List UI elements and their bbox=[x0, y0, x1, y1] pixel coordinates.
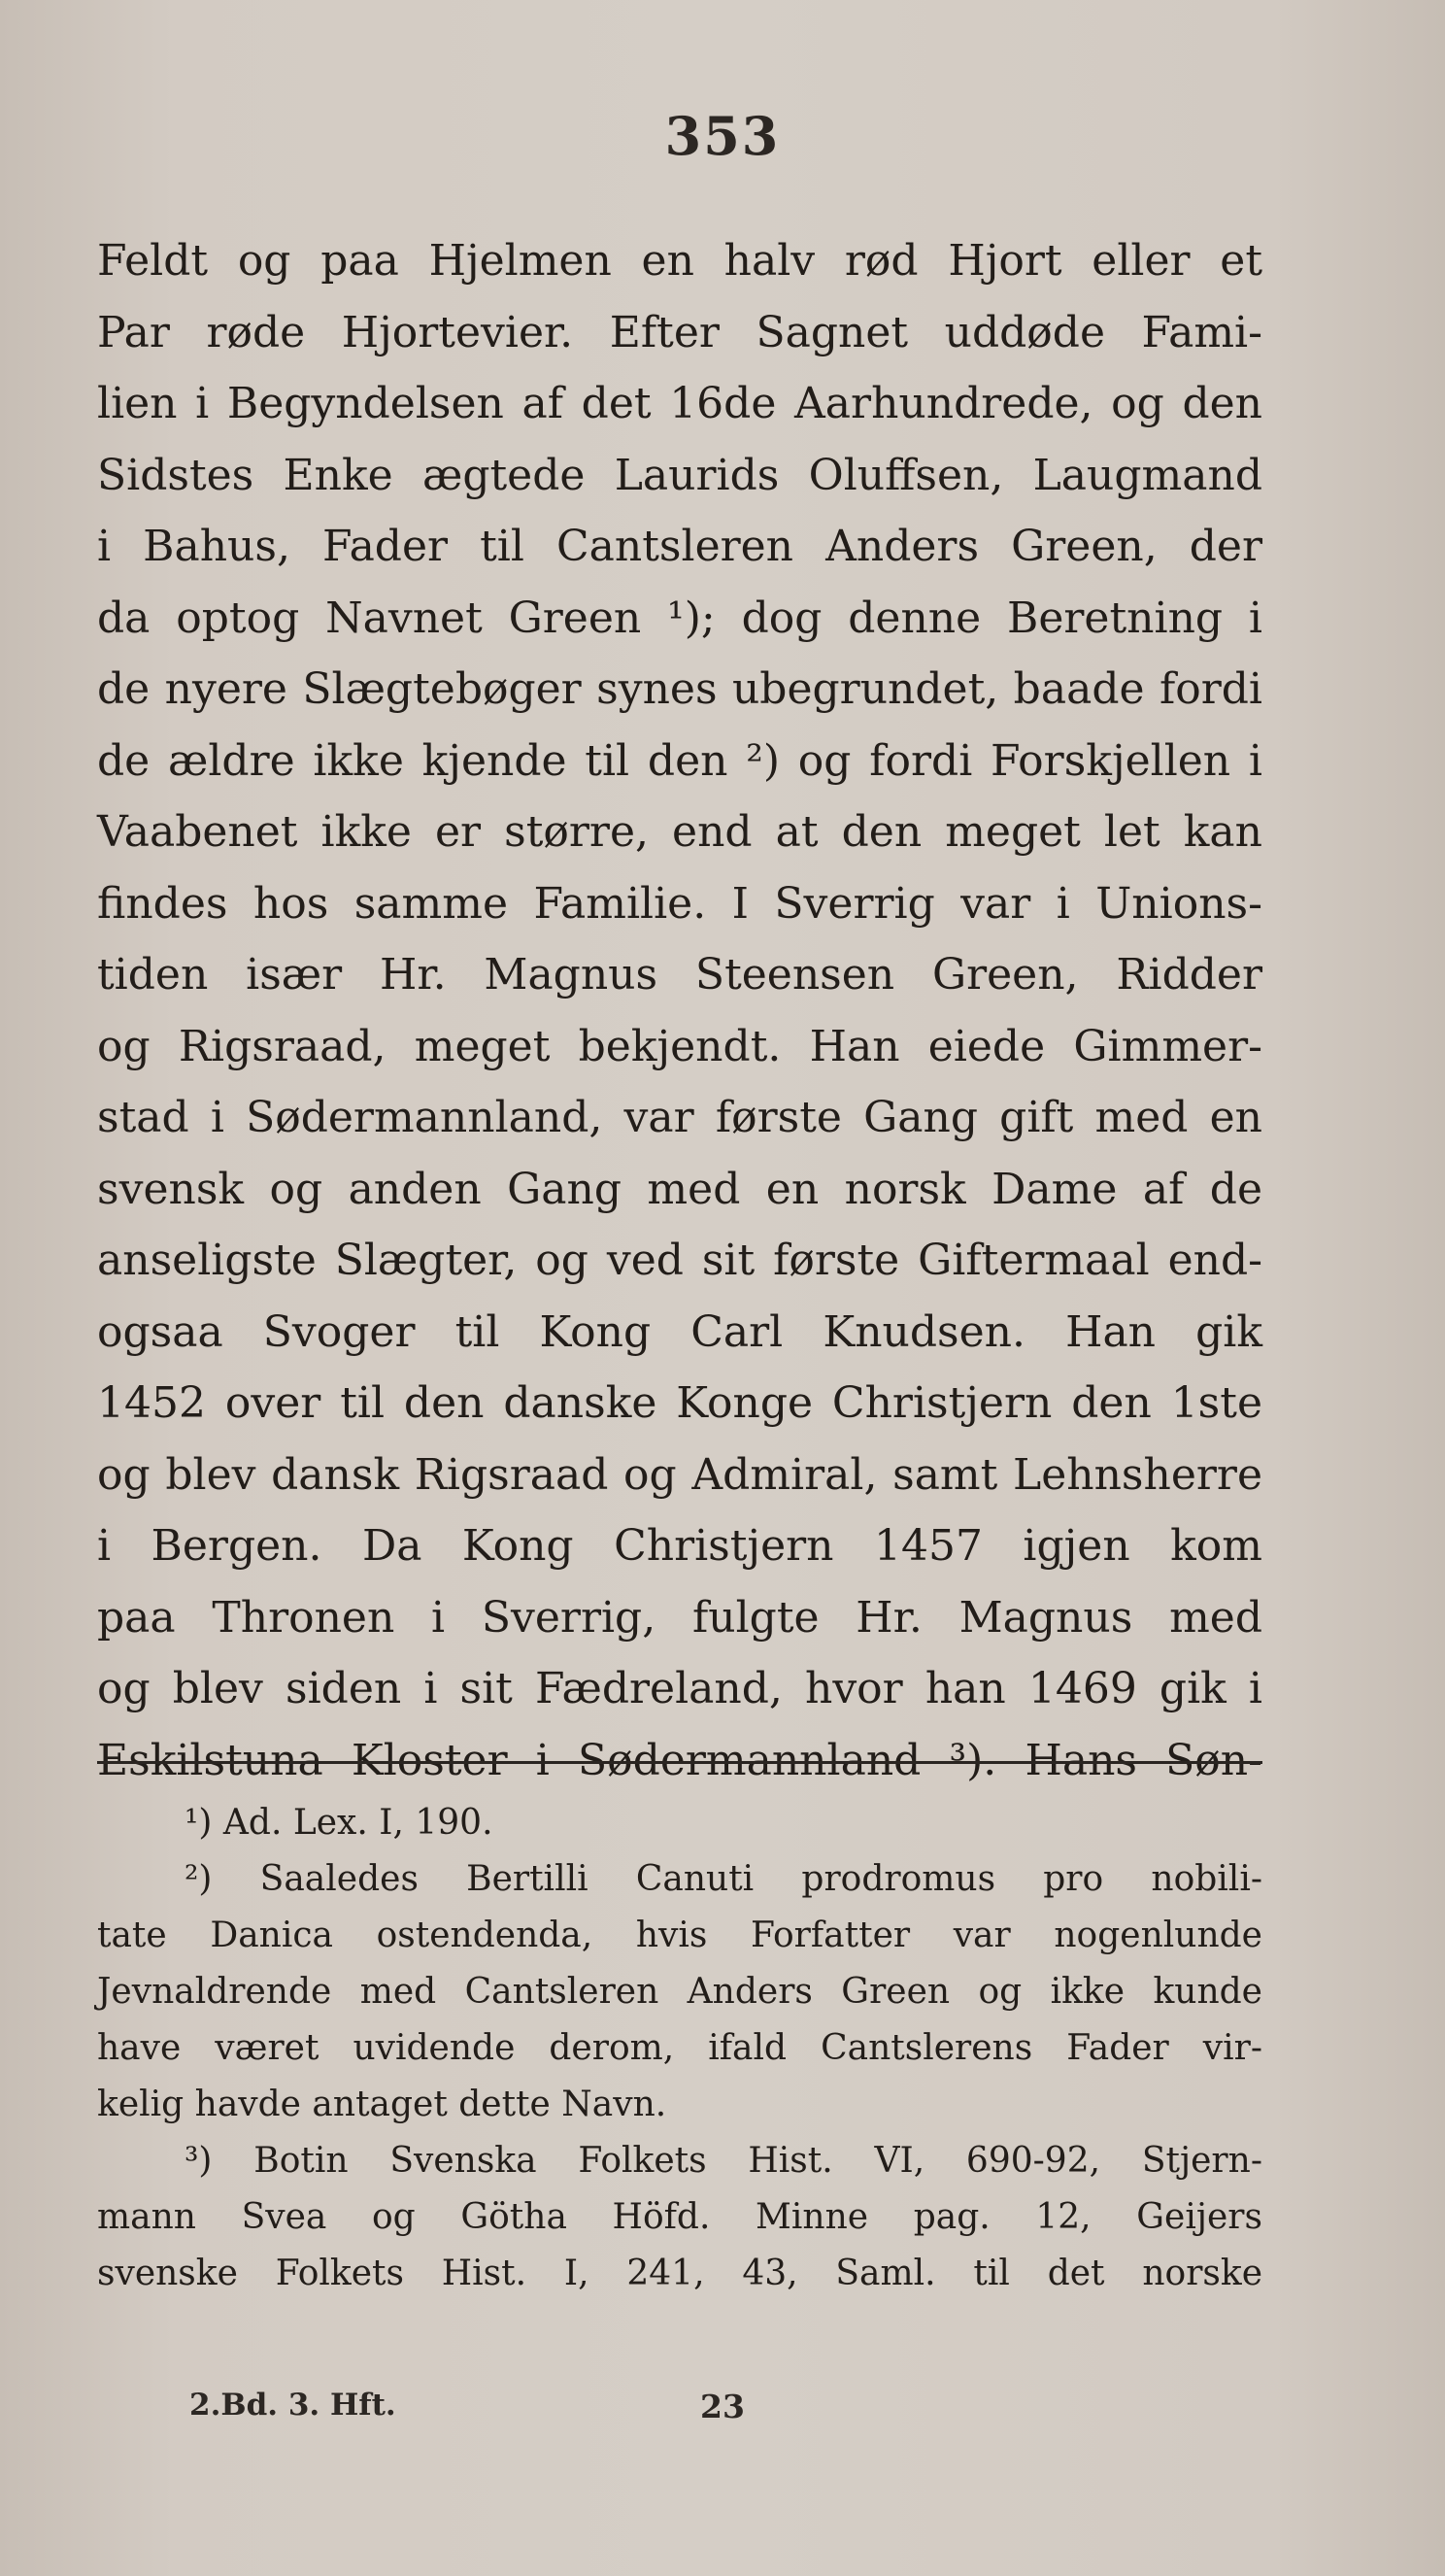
footnote-line: ³) Botin Svenska Folkets Hist. VI, 690-92, Stjern- bbox=[185, 2141, 1262, 2181]
footnotes bbox=[97, 1795, 1262, 2302]
text-line: og Rigsraad, meget bekjendt. Han eiede Gimmer- bbox=[97, 1021, 1262, 1071]
signature-mark: 2.Bd. 3. Hft. bbox=[189, 2388, 396, 2423]
text-line: svensk og anden Gang med en norsk Dame af de bbox=[97, 1164, 1262, 1214]
text-line: findes hos samme Familie. I Sverrig var i Unions- bbox=[97, 878, 1262, 929]
text-line: Feldt og paa Hjelmen en halv rød Hjort eller et bbox=[97, 236, 1262, 286]
page-number: 353 bbox=[664, 105, 781, 167]
text-line: de ældre ikke kjende til den ²) og fordi Forskjellen i bbox=[97, 735, 1262, 786]
text-line: tiden især Hr. Magnus Steensen Green, Ridder bbox=[97, 950, 1262, 1000]
footnote-line: mann Svea og Götha Höfd. Minne pag. 12, Geijers bbox=[97, 2197, 1262, 2237]
text-line: anseligste Slægter, og ved sit første Giftermaal end- bbox=[97, 1236, 1262, 1285]
text-line: de nyere Slægtebøger synes ubegrundet, baade fordi bbox=[97, 664, 1262, 714]
footnote-line: ¹) Ad. Lex. I, 190. bbox=[185, 1803, 493, 1843]
text-line: i Bergen. Da Kong Christjern 1457 igjen kom bbox=[97, 1521, 1262, 1571]
body-text bbox=[97, 225, 1262, 1796]
text-line: og blev siden i sit Fædreland, hvor han 1469 gik i bbox=[97, 1664, 1262, 1713]
footnote-line: svenske Folkets Hist. I, 241, 43, Saml. til det norske bbox=[97, 2254, 1262, 2293]
text-line: ogsaa Svoger til Kong Carl Knudsen. Han gik bbox=[97, 1306, 1262, 1357]
footnote-line: have været uvidende derom, ifald Cantslerens Fader vir- bbox=[97, 2028, 1262, 2068]
text-line: Vaabenet ikke er større, end at den meget let kan bbox=[97, 807, 1262, 857]
footnote-line: kelig havde antaget dette Navn. bbox=[97, 2085, 667, 2124]
text-line: paa Thronen i Sverrig, fulgte Hr. Magnus med bbox=[97, 1592, 1262, 1643]
text-line: i Bahus, Fader til Cantsleren Anders Green, der bbox=[97, 522, 1262, 571]
footnote-line: Jevnaldrende med Cantsleren Anders Green og ikke kunde bbox=[97, 1972, 1262, 2012]
text-line: stad i Sødermannland, var første Gang gift med en bbox=[97, 1093, 1262, 1142]
footnote-line: tate Danica ostendenda, hvis Forfatter var nogenlunde bbox=[97, 1915, 1262, 1955]
sheet-number: 23 bbox=[700, 2388, 745, 2425]
footnote-line: ²) Saaledes Bertilli Canuti prodromus pro nobili- bbox=[185, 1859, 1262, 1899]
text-line: Eskilstuna Kloster i Sødermannland ³). Hans Søn- bbox=[97, 1735, 1262, 1785]
text-line: og blev dansk Rigsraad og Admiral, samt Lehnsherre bbox=[97, 1449, 1262, 1500]
footnote-divider bbox=[97, 1761, 1262, 1764]
text-line: da optog Navnet Green ¹); dog denne Beretning i bbox=[97, 593, 1262, 643]
text-line: Sidstes Enke ægtede Laurids Oluffsen, Laugmand bbox=[97, 450, 1262, 500]
text-line: 1452 over til den danske Konge Christjern den 1ste bbox=[97, 1378, 1262, 1428]
text-line: Par røde Hjortevier. Efter Sagnet uddøde Fami- bbox=[97, 307, 1262, 357]
text-line: lien i Begyndelsen af det 16de Aarhundrede, og den bbox=[97, 379, 1262, 428]
